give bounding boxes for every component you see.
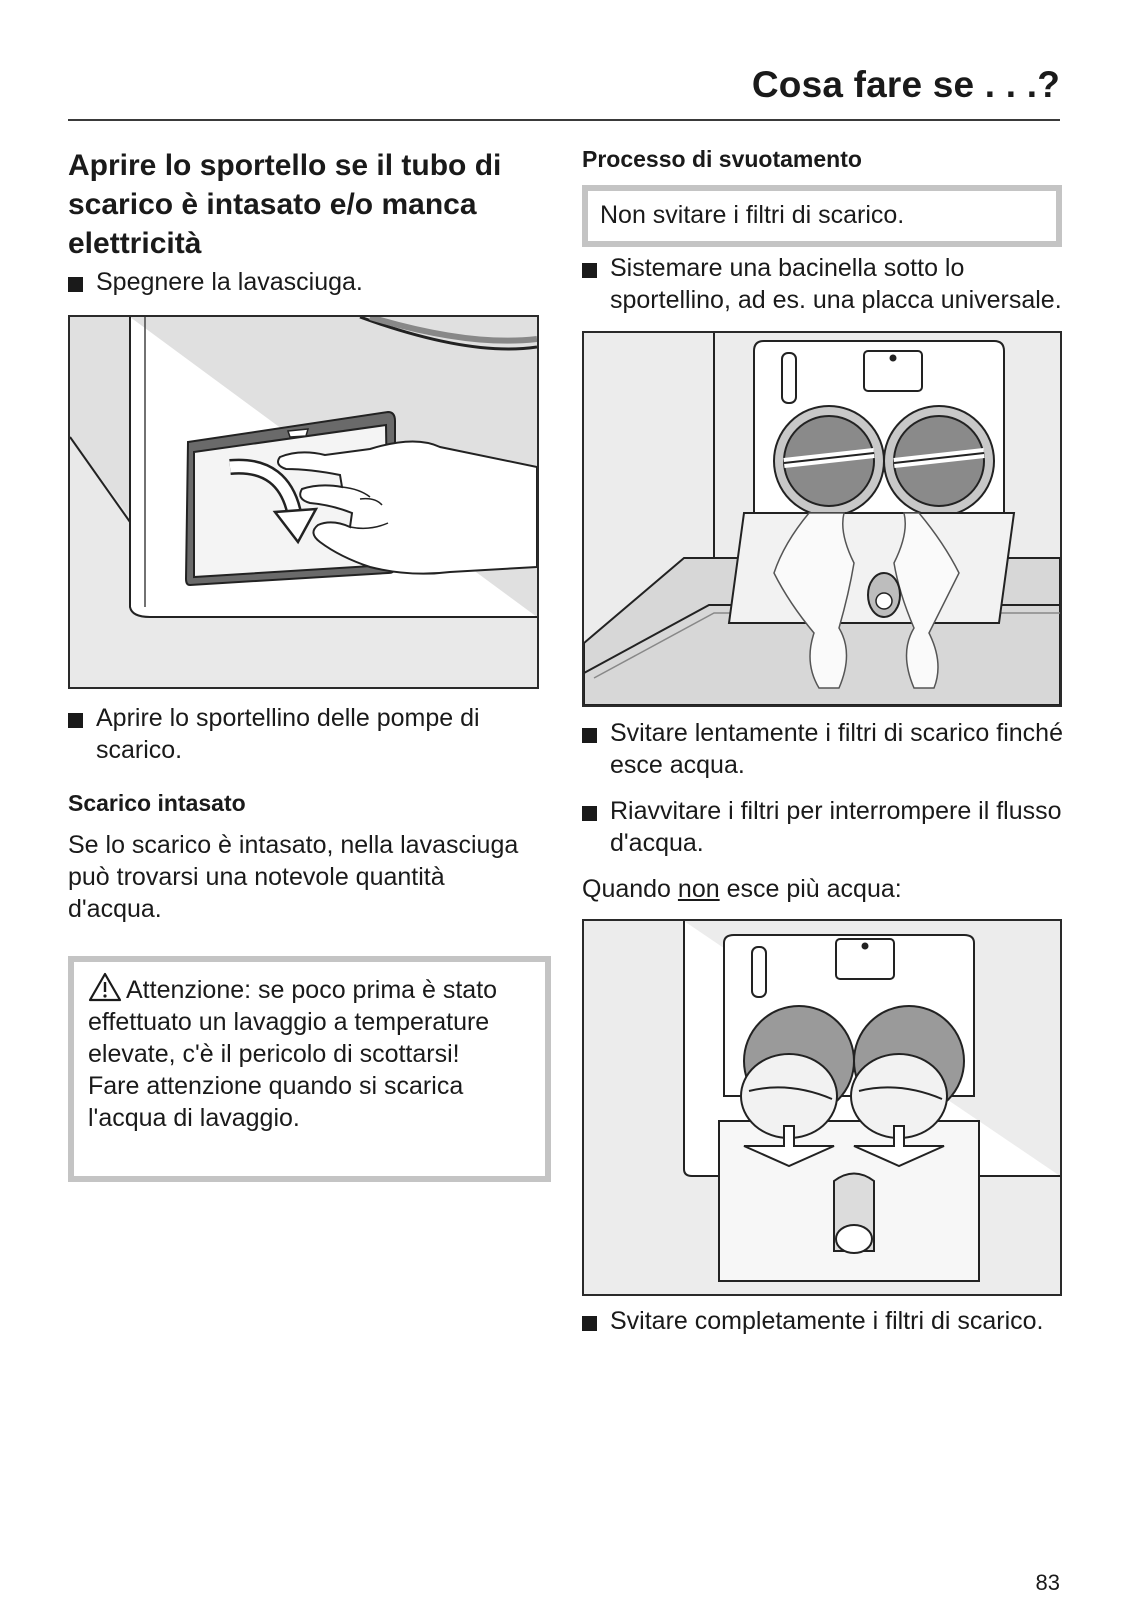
warning-box — [68, 956, 551, 1182]
bullet-square-icon — [582, 263, 597, 278]
bullet-step-rescrew: Riavvitare i filtri per interrompere il flusso d'acqua. — [582, 795, 1075, 859]
bullet-step-unscrew-fully: Svitare completamente i filtri di scarico. — [582, 1305, 1075, 1337]
header-rule — [68, 119, 1060, 121]
page-number: 83 — [1035, 1570, 1060, 1595]
warning-text-1: Attenzione: se poco prima è stato effettuato un lavaggio a temperature elevate, c'è il pericolo di scottarsi! — [88, 972, 531, 1070]
note-box: Non svitare i filtri di scarico. — [582, 185, 1062, 247]
figure-filters-unscrewed — [582, 919, 1062, 1296]
section-heading: Aprire lo sportello se il tubo di scarico è intasato e/o manca elettricità — [68, 149, 502, 260]
when-no-water-text: Quando non esce più acqua: — [582, 875, 902, 903]
figure-water-draining — [582, 331, 1062, 707]
clogged-heading: Scarico intasato — [68, 790, 246, 816]
bullet-square-icon — [68, 277, 83, 292]
page-header-title: Cosa fare se . . .? — [751, 64, 1060, 105]
warning-text-2: Fare attenzione quando si scarica l'acqua di lavaggio. — [88, 1072, 464, 1132]
clogged-paragraph: Se lo scarico è intasato, nella lavasciuga può trovarsi una notevole quantità d'acqua. — [68, 831, 519, 923]
bullet-step-unscrew-slowly: Svitare lentamente i filtri di scarico finché esce acqua. — [582, 717, 1075, 781]
bullet-step-basin: Sistemare una bacinella sotto lo sportellino, ad es. una placca universale. — [582, 252, 1075, 316]
bullet-step-off: Spegnere la lavasciuga. — [68, 266, 551, 298]
emptying-heading: Processo di svuotamento — [582, 146, 862, 172]
bullet-square-icon — [68, 713, 83, 728]
warning-triangle-icon — [88, 972, 122, 1002]
bullet-step-open: Aprire lo sportellino delle pompe di scarico. — [68, 702, 551, 766]
figure-open-flap — [68, 315, 539, 689]
bullet-square-icon — [582, 1316, 597, 1331]
bullet-square-icon — [582, 806, 597, 821]
bullet-square-icon — [582, 728, 597, 743]
